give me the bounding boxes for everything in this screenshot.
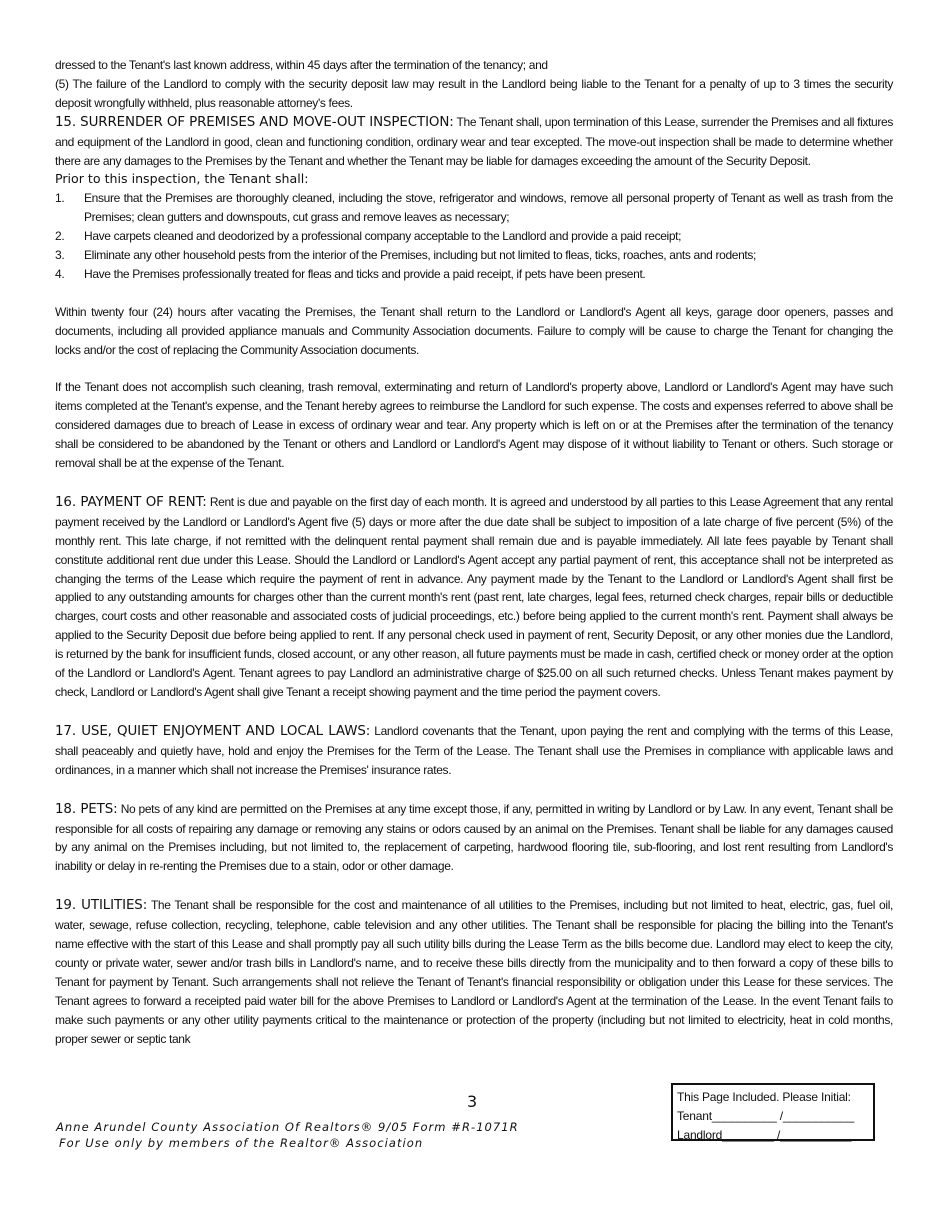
footer-form-line: Anne Arundel County Association Of Realtors® 9/05 Form #R-1071R [56,1120,519,1134]
section-19-body: The Tenant shall be responsible for the cost and maintenance of all utilities to the Premises, including but not limited to heat, electric, gas, fuel oil, water, sewage, refuse collection, recycling, telephone, cable television and any other utilities. The Tenant shall be responsible for placing the billing into the Tenant's name effective with the start of this Lease and shall promptly pay all such utility bills during the Lease Term as the bills become due. Landlord may elect to keep the city, county or private water, sewer and/or trash bills in Landlord's name, and to receive these bills directly from the municipality and to then forward a copy of these bills to Tenant for payment by Tenant. Such arrangements shall not relieve the Tenant of Tenant's financial responsibility or obligation under this Lease for these services. The Tenant agrees to forward a receipted paid water bill for the above Premises to Landlord or Landlord's Agent at the termination of the Lease. In the event Tenant fails to make such payments or any other utility payments critical to the maintenance or protection of the property (including but not limited to electricity, heat in cold months, proper sewer or septic tank [55,898,894,1046]
list-item: 4. Have the Premises professionally treated for fleas and ticks and provide a paid receipt, if pets have been present. [55,266,646,281]
move-out-checklist [55,189,893,284]
section-18-body: No pets of any kind are permitted on the Premises at any time except those, if any, permitted in writing by Landlord or by Law. In any event, Tenant shall be responsible for all costs of repairing any damage or removing any stains or odors caused by an animal on the Premises. Tenant shall be liable for any damages caused by any animal on the Premises including, but not limited to, the replacement of carpeting, hardwood flooring tile, sub-flooring, and lost rent resulting from Landlord's inability or delay in re-renting the Premises due to a stain, odor or other damage. [55,801,894,874]
list-item: 2. Have carpets cleaned and deodorized by a professional company acceptable to the Landlord and provide a paid receipt; [55,229,682,244]
section-16 [55,493,893,702]
section-15-body: The Tenant shall, upon termination of this Lease, surrender the Premises and all fixtures and equipment of the Landlord in good, clean and functioning condition, ordinary wear and tear excepted. The move-out inspection shall be made to determine whether there are any damages to the Premises by the Tenant and whether the Tenant may be liable for damages exceeding the amount of the Security Deposit. [55,114,893,168]
list-item: 3. Eliminate any other household pests from the interior of the Premises, including but not limited to fleas, ticks, roaches, ants and rodents; [55,248,757,263]
footer [56,1119,519,1151]
section-18 [55,800,893,877]
section-17-body: Landlord covenants that the Tenant, upon paying the rent and complying with the terms of this Lease, shall peaceably and quietly have, hold and enjoy the Premises for the Term of the Lease. The Tenant shall use the Premises in compliance with applicable laws and ordinances, in a manner which shall not increase the Premises' insurance rates. [55,723,893,777]
footer-usage-line: For Use only by members of the Realtor® Association [59,1136,424,1150]
section-16-heading: 16. PAYMENT OF RENT: [55,494,207,510]
keys-return-paragraph: Within twenty four (24) hours after vacating the Premises, the Tenant shall return to the Landlord or Landlord's Agent all keys, garage door openers, passes and documents, including all provided appliance manuals and Community Association documents. Failure to comply will be cause to charge the Tenant for changing the locks and/or the cost of replacing the Community Association documents. [55,304,893,357]
section-17-heading: 17. USE, QUIET ENJOYMENT AND LOCAL LAWS: [55,723,371,739]
landlord-initial-field[interactable]: Landlord________ /___________ [677,1128,852,1142]
section-15-prior: Prior to this inspection, the Tenant shall: [55,171,309,187]
penalty-clause: (5) The failure of the Landlord to comply with the security deposit law may result in the Landlord being liable to the Tenant for a penalty of up to 3 times the security deposit wrongfully withheld, plus reasonable attorney's fees. [55,76,893,110]
cleaning-expense-paragraph: If the Tenant does not accomplish such cleaning, trash removal, exterminating and return of Landlord's property above, Landlord or Landlord's Agent may have such items completed at the Tenant's expense, and the Tenant hereby agrees to reimburse the Landlord for such expense. The costs and expenses referred to above shall be considered damages due to breach of Lease in excess of ordinary wear and tear. Any property which is left on or at the Premises after the termination of the tenancy shall be considered to be abandoned by the Tenant or others and Landlord or Landlord's Agent may dispose of it without liability to Tenant or others. Such storage or removal shall be at the expense of the Tenant. [55,380,893,470]
section-17 [55,722,893,780]
initial-box-title: This Page Included. Please Initial: [677,1090,851,1104]
initial-box [671,1083,875,1141]
page-number: 3 [467,1092,478,1111]
section-15-heading: 15. SURRENDER OF PREMISES AND MOVE-OUT INSPECTION: [55,114,454,130]
tenant-initial-field[interactable]: Tenant__________ /___________ [677,1109,855,1123]
list-item: 1. Ensure that the Premises are thoroughly cleaned, including the stove, refrigerator and windows, remove all personal property of Tenant as well as trash from the Premises; clean gutters and downspouts, cut grass and remove leaves as necessary; [55,191,893,225]
section-15 [55,113,893,171]
continued-line: dressed to the Tenant's last known address, within 45 days after the termination of the tenancy; and [55,58,548,72]
document-page [55,56,893,1048]
section-16-body: Rent is due and payable on the first day of each month. It is agreed and understood by all parties to this Lease Agreement that any rental payment received by the Landlord or Landlord's Agent five (5) days or more after the due date shall be subject to imposition of a late charge of five percent (5%) of the monthly rent. This late charge, if not remitted with the delinquent rental payment shall remain due and is payable immediately. All late fees payable by Tenant shall constitute additional rent due under this Lease. Should the Landlord or Landlord's Agent accept any partial payment of rent, this acceptance shall not be interpreted as changing the terms of the Lease which require the payment of rent in advance. Any payment made by the Tenant to the Landlord or Landlord's Agent shall first be applied to any outstanding amounts for charges other than the current month's rent (past rent, late charges, legal fees, returned check charges, repair bills or deductible charges, court costs and other reasonable and associated costs of judicial proceedings, etc.) before being applied to the current month's rent. Payment shall always be applied to the Security Deposit due before being applied to rent. If any personal check used in payment of rent, Security Deposit, or any other monies due the Landlord, is returned by the bank for insufficient funds, closed account, or any other reason, all future payments must be made in cash, certified check or money order at the option of the Landlord or Landlord's Agent. Tenant agrees to pay Landlord an administrative charge of $25.00 on all such returned checks. Unless Tenant makes payment by check, Landlord or Landlord's Agent shall give Tenant a receipt showing payment and the time period the payment covers. [55,494,893,699]
section-19 [55,896,893,1048]
section-19-heading: 19. UTILITIES: [55,898,148,914]
section-18-heading: 18. PETS: [55,801,118,817]
